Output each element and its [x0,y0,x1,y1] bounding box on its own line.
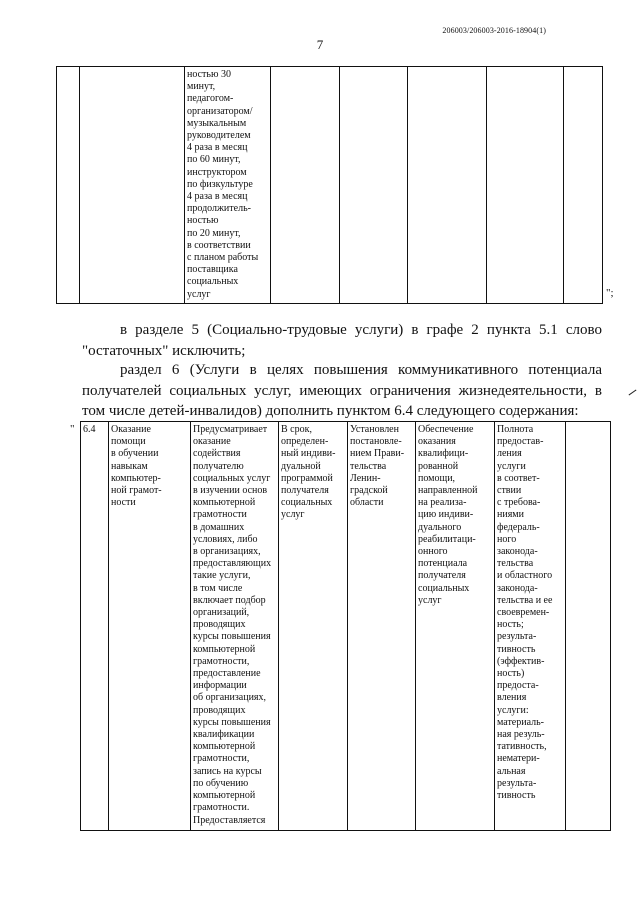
paragraph-section-6: раздел 6 (Услуги в целях повышения коммуникативного потенциала получателей социальных услуг, имеющих ограничения жизнедеятельности, в том числе детей-инвалидов) дополнить пунктом 6.4 следующего содержания: [82,362,602,419]
document-id: 206003/206003-2016-18904(1) [442,26,546,35]
margin-tick-mark [629,390,637,396]
table-cell [566,422,611,831]
table-cell [80,67,185,304]
continuation-table [56,66,603,304]
table-cell-quality: Полнота предостав- ления услуги в соответ- ствии с требова- ниями федераль- ного законода- тельства и областного законода- тельства и ее своевремен- ность; результа- тивность (эффектив- ность) предоста- вления услуги: материаль- ная резуль- тативность, нематери- альная результа- тивность [495,422,566,831]
table-cell [57,67,80,304]
table-cell [340,67,408,304]
page-number: 7 [316,37,324,52]
closing-quote-mark: "; [606,287,614,299]
table-cell-number: 6.4 [81,422,109,831]
service-table [80,421,611,831]
table-cell-established: Установлен постановле- нием Прави- тельства Ленин- градской области [348,422,416,831]
opening-quote-mark: " [70,423,75,435]
table-cell-service-name: Оказание помощи в обучении навыкам компьютер- ной грамот- ности [109,422,191,831]
table-cell [271,67,340,304]
table-cell [408,67,487,304]
table-cell [487,67,564,304]
table-cell-provision: Обеспечение оказания квалифици- рованной помощи, направленной на реализа- цию индиви- дуального реабилитаци- онного потенциала получателя социальных услуг [416,422,495,831]
table-cell-conditions: ностью 30 минут, педагогом- организатором/ музыкальным руководителем 4 раза в месяц по 60 минут, инструктором по физкультуре 4 раза в месяц продолжитель- ностью по 20 минут, в соответствии с планом работы поставщика социальных услуг [185,67,271,304]
table-cell [564,67,603,304]
table-cell-term: В срок, определен- ный индиви- дуальной программой получателя социальных услуг [279,422,348,831]
table-cell-description: Предусматривает оказание содействия получателю социальных услуг в изучении основ компьютерной грамотности в домашних условиях, либо в организациях, предоставляющих такие услуги, в том числе включает подбор организаций, проводящих курсы повышения компьютерной грамотности, предоставление информации об организациях, проводящих курсы повышения квалификации компьютерной грамотности, запись на курсы по обучению компьютерной грамотности. Предоставляется [191,422,279,831]
paragraph-section-5: в разделе 5 (Социально-трудовые услуги) в графе 2 пункта 5.1 слово "остаточных" исключить; [82,322,602,359]
